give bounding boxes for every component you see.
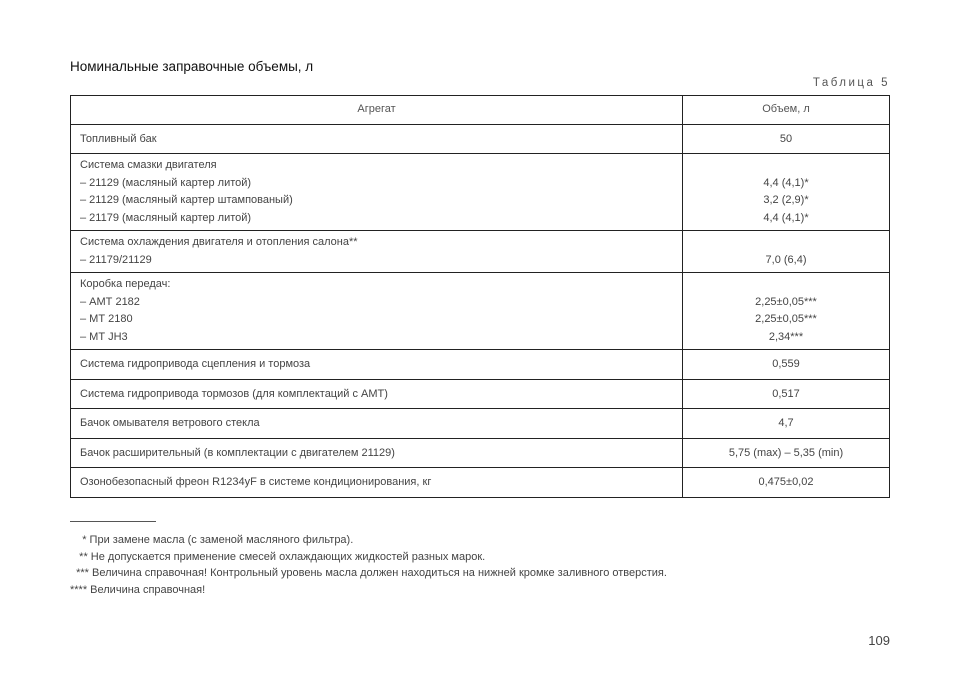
row-value-line: 7,0 (6,4): [765, 253, 807, 266]
row-label-expansion-tank: [71, 438, 683, 468]
row-value-line: 50: [779, 132, 793, 145]
footnote-4: **** Величина справочная!: [70, 583, 206, 596]
table-row: [71, 154, 890, 231]
row-label-gearbox: [71, 273, 683, 350]
row-value-expansion-tank: [683, 438, 890, 468]
page-title: Номинальные заправочные объемы, л: [70, 59, 314, 74]
fill-volumes-table: [70, 95, 890, 498]
row-value-brake-hydraulics-amt: [683, 379, 890, 409]
row-label-line: – 21179/21129: [80, 253, 152, 266]
row-value-line: 0,475±0,02: [758, 476, 814, 488]
row-value-engine-lubrication: [683, 154, 890, 231]
row-label-line: Коробка передач:: [80, 278, 171, 290]
footnote-divider: [70, 521, 156, 522]
row-value-line: 5,75 (max) – 5,35 (min): [728, 446, 844, 459]
row-value-line: 2,25±0,05***: [755, 313, 817, 325]
row-label-line: – 21179 (масляный картер литой): [80, 211, 252, 224]
row-value-line: 4,4 (4,1)*: [763, 176, 809, 189]
row-value-line: 3,2 (2,9)*: [763, 194, 809, 206]
table-row: [71, 124, 890, 154]
row-label-fuel-tank: [71, 124, 683, 154]
footnote-3: *** Величина справочная! Контрольный уровень масла должен находиться на нижней кромке заливного отверстия.: [70, 567, 667, 579]
table-row: [71, 350, 890, 380]
row-value-line: 4,4 (4,1)*: [763, 211, 809, 224]
table-row: [71, 379, 890, 409]
row-value-refrigerant: [683, 468, 890, 498]
row-label-line: Система гидропривода сцепления и тормоза: [80, 358, 311, 370]
row-label-engine-lubrication: [71, 154, 683, 231]
row-label-line: Топливный бак: [80, 132, 157, 145]
footnotes: [70, 532, 667, 598]
row-label-line: Система охлаждения двигателя и отопления салона**: [80, 236, 358, 248]
row-label-line: – 21129 (масляный картер штампованый): [80, 194, 293, 206]
row-label-line: – МТ JH3: [80, 330, 128, 343]
row-value-clutch-brake-hydraulics: [683, 350, 890, 380]
table-header-row: [71, 96, 890, 125]
row-label-line: – АМТ 2182: [80, 295, 140, 308]
table-row: [71, 231, 890, 273]
row-label-refrigerant: [71, 468, 683, 498]
footnote-1: * При замене масла (с заменой масляного фильтра).: [70, 534, 354, 546]
row-label-brake-hydraulics-amt: [71, 379, 683, 409]
page-number: 109: [868, 633, 890, 648]
row-value-fuel-tank: [683, 124, 890, 154]
row-value-line: 0,559: [772, 358, 800, 370]
column-header-volume: Объем, л: [683, 96, 890, 125]
row-label-line: Бачок омывателя ветрового стекла: [80, 417, 260, 429]
table-row: [71, 273, 890, 350]
row-value-line: 2,25±0,05***: [755, 295, 817, 308]
row-label-clutch-brake-hydraulics: [71, 350, 683, 380]
row-label-line: Озонобезопасный фреон R1234yF в системе кондиционирования, кг: [80, 476, 432, 488]
table-row: [71, 438, 890, 468]
footnote-2: ** Не допускается применение смесей охлаждающих жидкостей разных марок.: [70, 550, 486, 563]
row-label-washer-reservoir: [71, 409, 683, 439]
row-value-line: 2,34***: [768, 330, 804, 343]
table-number-label: Таблица 5: [812, 77, 890, 89]
column-header-unit: Агрегат: [71, 96, 683, 125]
row-label-line: – 21129 (масляный картер литой): [80, 176, 252, 189]
row-label-line: Бачок расширительный (в комплектации с двигателем 21129): [80, 446, 395, 459]
row-label-line: Система смазки двигателя: [80, 159, 217, 171]
table-row: [71, 409, 890, 439]
row-value-washer-reservoir: [683, 409, 890, 439]
row-value-cooling-system: [683, 231, 890, 273]
row-label-line: Система гидропривода тормозов (для комплектаций с АМТ): [80, 387, 388, 400]
row-value-line: 4,7: [778, 417, 794, 429]
row-value-gearbox: [683, 273, 890, 350]
row-value-line: 0,517: [772, 387, 800, 400]
row-label-line: – МТ 2180: [80, 313, 133, 325]
row-label-cooling-system: [71, 231, 683, 273]
table-row: [71, 468, 890, 498]
